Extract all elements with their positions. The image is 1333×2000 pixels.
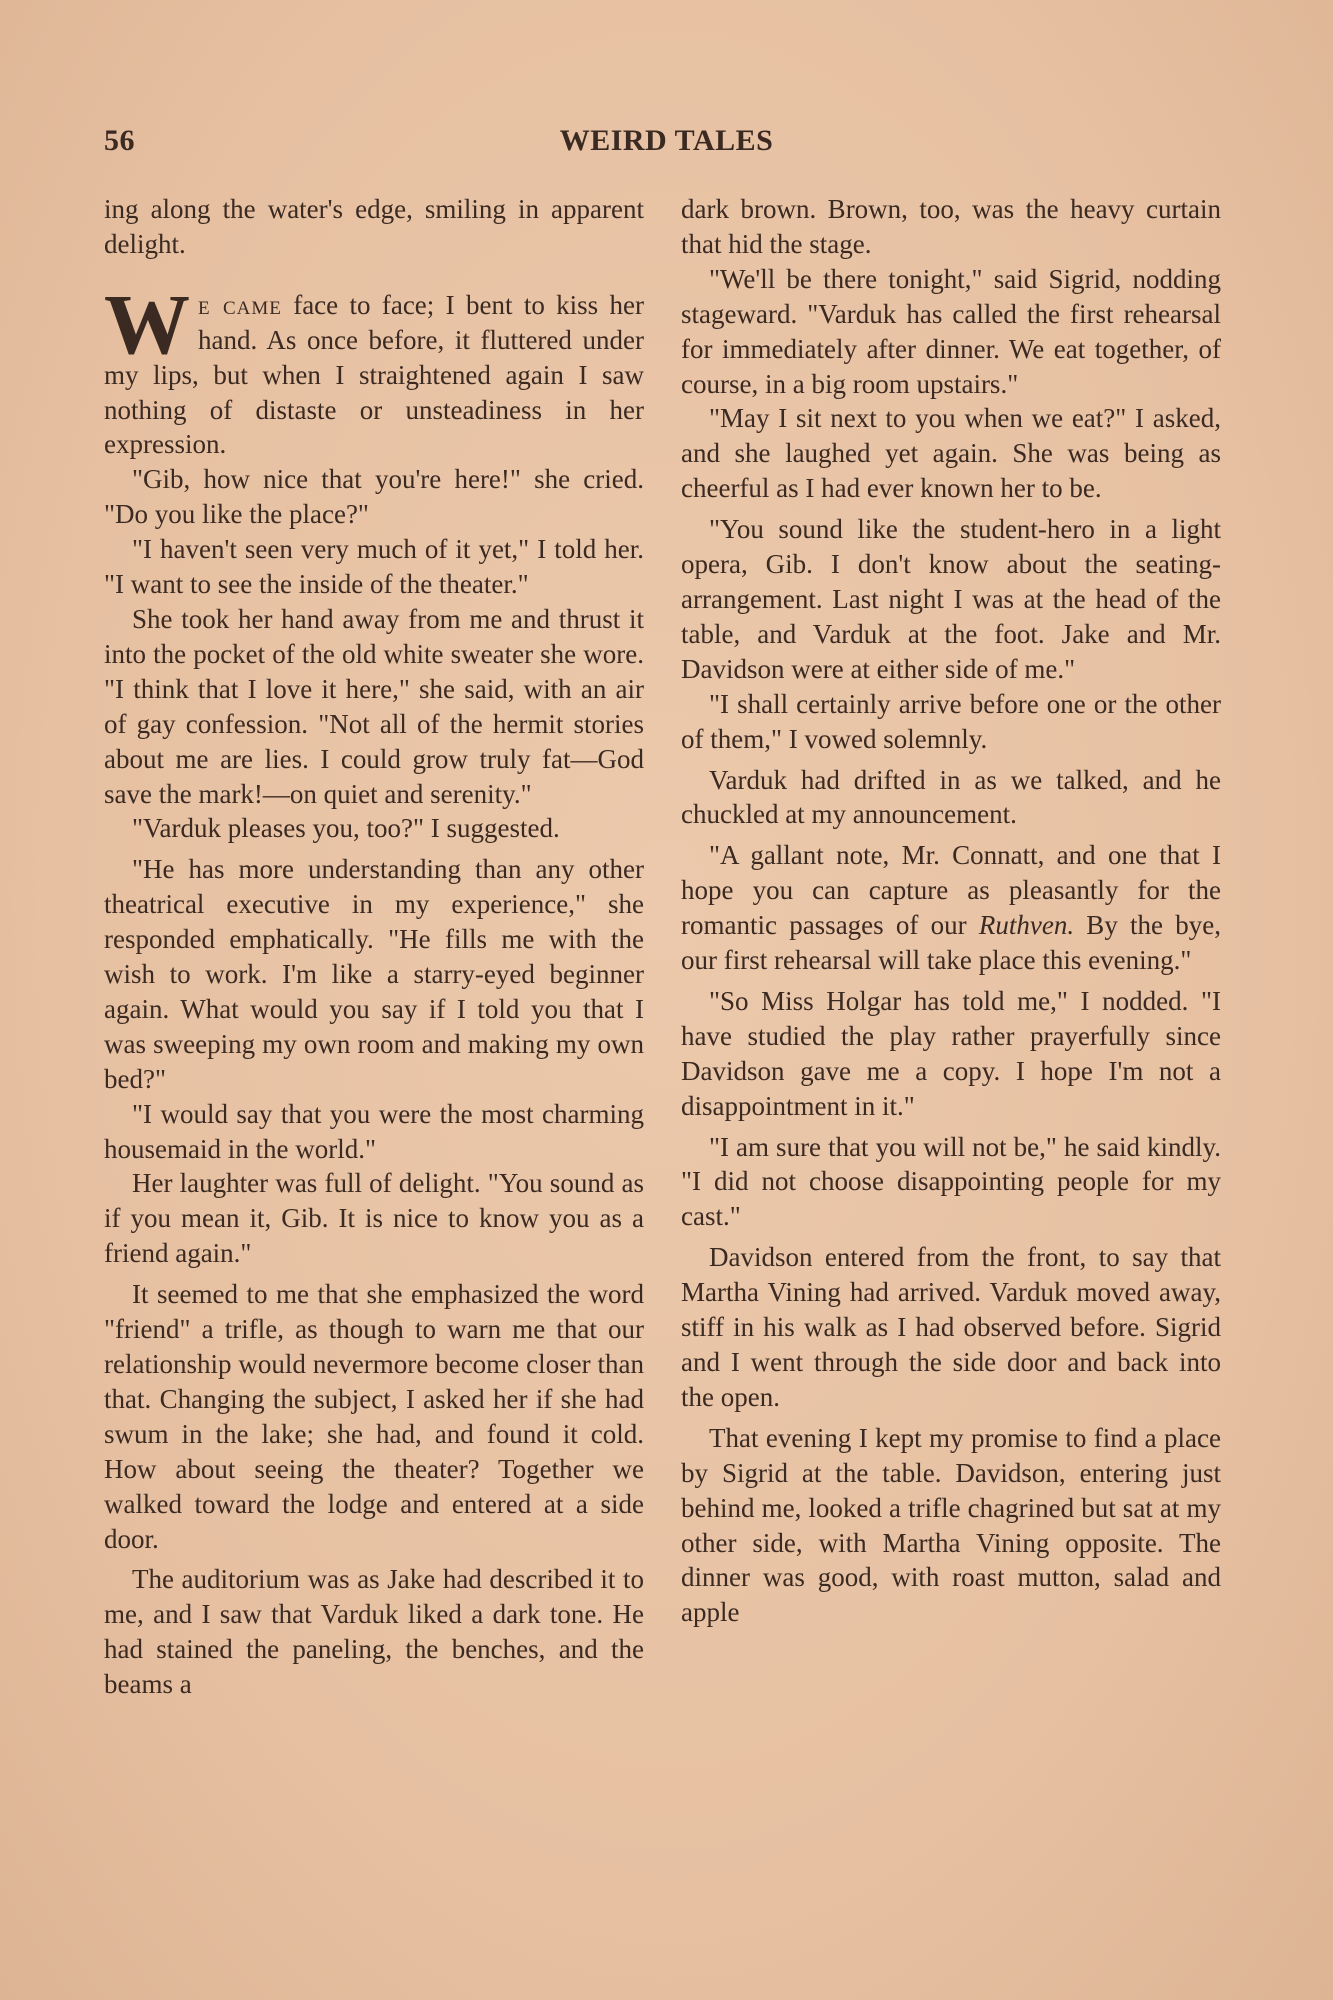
paragraph: ing along the water's edge, smiling in apparent delight.: [104, 194, 644, 259]
paragraph: [681, 838, 1221, 978]
paragraph: dark brown. Brown, too, was the heavy curtain that hid the stage.: [681, 194, 1221, 259]
paragraph: "We'll be there tonight," said Sigrid, nodding stageward. "Varduk has called the first rehearsal for immediately after dinner. We eat together, of course, in a big room upstairs.": [681, 263, 1221, 399]
page-number: 56: [104, 124, 135, 157]
paragraph-text: By the bye, our first rehearsal will take place this evening.": [681, 910, 1222, 976]
paragraph: Her laughter was full of delight. "You sound as if you mean it, Gib. It is nice to know you as a friend again.": [104, 1168, 644, 1269]
paragraph: She took her hand away from me and thrust it into the pocket of the old white sweater she wore. "I think that I love it here," she said, with an air of gay confession. "Not all of the hermit stories about me are lies. I could grow truly fat—God save the mark!—on quiet and serenity.": [104, 603, 644, 809]
paragraph: "So Miss Holgar has told me," I nodded. "I have studied the play rather prayerfully since Davidson gave me a copy. I hope I'm not a disappointment in it.": [681, 985, 1221, 1121]
paragraph-text: "A gallant note, Mr. Connatt, and one that I hope you can capture as pleasantly for the romantic passages of our: [681, 840, 1221, 941]
paragraph-text: face to face; I bent to kiss her hand. As once before, it fluttered under my lips, but when I straightened again I saw nothing of distaste or unsteadiness in her expression.: [104, 289, 645, 460]
paragraph: "I am sure that you will not be," he said kindly. "I did not choose disappointing people for my cast.": [681, 1131, 1221, 1232]
paragraph: "I haven't seen very much of it yet," I told her. "I want to see the inside of the theater.": [104, 534, 644, 600]
paragraph: "Gib, how nice that you're here!" she cried. "Do you like the place?": [104, 464, 644, 530]
paragraph-dropcap: [104, 275, 645, 463]
paragraph: "Varduk pleases you, too?" I suggested.: [132, 813, 560, 844]
paragraph: The auditorium was as Jake had described it to me, and I saw that Varduk liked a dark tone. He had stained the paneling, the benches, and the beams a: [104, 1564, 644, 1700]
italic-title: Ruthven.: [978, 910, 1075, 941]
right-column: [681, 192, 1221, 1630]
paragraph: Varduk had drifted in as we talked, and he chuckled at my announcement.: [681, 764, 1221, 830]
paragraph: "He has more understanding than any other theatrical executive in my experience," she responded emphatically. "He fills me with the wish to work. I'm like a starry-eyed beginner again. What would you say if I told you that I was sweeping my own room and making my own bed?": [104, 854, 644, 1094]
drop-cap: W: [104, 275, 190, 372]
paragraph: "You sound like the student-hero in a light opera, Gib. I don't know about the seating-arrangement. Last night I was at the head of the table, and Varduk at the foot. Jake and Mr. Davidson were at either side of me.": [681, 514, 1221, 684]
paragraph: That evening I kept my promise to find a place by Sigrid at the table. Davidson, entering just behind me, looked a trifle chagrined but sat at my other side, with Martha Vining opposite. The dinner was good, with roast mutton, salad and apple: [681, 1422, 1221, 1628]
left-column: [104, 192, 644, 1702]
paragraph: "May I sit next to you when we eat?" I asked, and she laughed yet again. She was being as cheerful as I had ever known her to be.: [681, 403, 1221, 504]
paragraph: "I shall certainly arrive before one or the other of them," I vowed solemnly.: [681, 688, 1221, 754]
running-head: WEIRD TALES: [559, 124, 774, 157]
paragraph: Davidson entered from the front, to say that Martha Vining had arrived. Varduk moved away, stiff in his walk as I had observed before. Sigrid and I went through the side door and back into the open.: [681, 1242, 1221, 1412]
paragraph: "I would say that you were the most charming housemaid in the world.": [104, 1098, 644, 1164]
paragraph: It seemed to me that she emphasized the word "friend" a trifle, as though to warn me that our relationship would nevermore become closer than that. Changing the subject, I asked her if she had swum in the lake; she had, and found it cold. How about seeing the theater? Together we walked toward the lodge and entered at a side door.: [104, 1279, 644, 1554]
small-caps-lead: e came: [198, 289, 282, 320]
